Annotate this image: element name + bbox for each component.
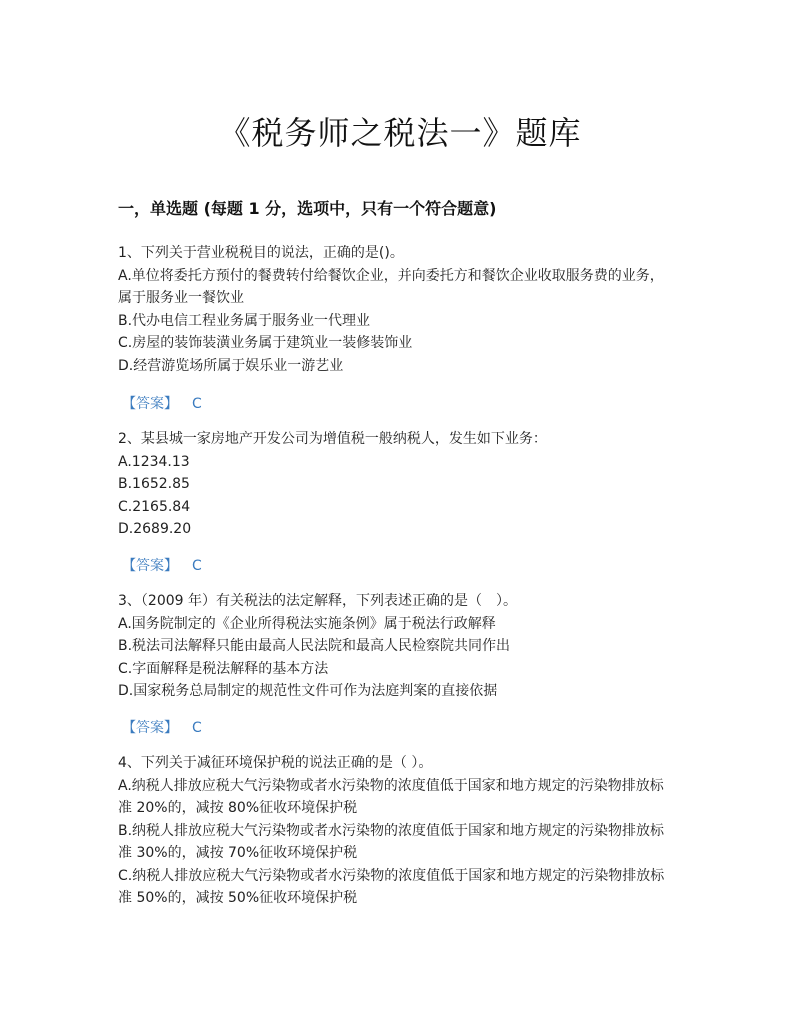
option-b: B.纳税人排放应税大气污染物或者水污染物的浓度值低于国家和地方规定的污染物排放标: [118, 822, 665, 839]
question-stem: 4、下列关于减征环境保护税的说法正确的是（ ）。: [118, 755, 433, 771]
option-b: B.1652.85: [118, 476, 190, 492]
answer-label: 【答案】: [122, 396, 178, 412]
option-a-continued: 属于服务业一餐饮业: [118, 290, 244, 306]
option-a: A.纳税人排放应税大气污染物或者水污染物的浓度值低于国家和地方规定的污染物排放标: [118, 777, 664, 794]
option-b: B.代办电信工程业务属于服务业一代理业: [118, 312, 371, 329]
option-d: D.国家税务总局制定的规范性文件可作为法庭判案的直接依据: [118, 683, 498, 699]
option-a: A.单位将委托方预付的餐费转付给餐饮企业，并向委托方和餐饮企业收取服务费的业务，: [118, 267, 664, 284]
option-a: A.1234.13: [118, 453, 190, 470]
question-stem: 3、（2009 年）有关税法的法定解释，下列表述正确的是（ ）。: [118, 593, 517, 609]
question-stem: 1、下列关于营业税税目的说法，正确的是()。: [118, 245, 404, 261]
option-c: C.房屋的装饰装潢业务属于建筑业一装修装饰业: [118, 335, 413, 351]
answer-2: [122, 555, 202, 575]
option-c: C.字面解释是税法解释的基本方法: [118, 660, 329, 677]
section-heading: 一，单选题 (每题 1 分，选项中，只有一个符合题意): [118, 199, 497, 218]
answer-value: C: [192, 558, 202, 574]
question-3: [118, 590, 688, 703]
document-title: 《税务师之税法一》题库: [218, 114, 582, 152]
option-c: C.纳税人排放应税大气污染物或者水污染物的浓度值低于国家和地方规定的污染物排放标: [118, 867, 665, 884]
question-1: [118, 242, 688, 377]
option-d: D.经营游览场所属于娱乐业一游艺业: [118, 357, 344, 374]
question-2: [118, 428, 688, 541]
option-a-continued: 准 20%的，减按 80%征收环境保护税: [118, 800, 358, 816]
option-b: B.税法司法解释只能由最高人民法院和最高人民检察院共同作出: [118, 638, 511, 654]
question-4: [118, 752, 688, 910]
option-a: A.国务院制定的《企业所得税法实施条例》属于税法行政解释: [118, 615, 496, 632]
question-stem: 2、某县城一家房地产开发公司为增值税一般纳税人，发生如下业务：: [118, 431, 547, 447]
answer-value: C: [192, 396, 202, 412]
option-d: D.2689.20: [118, 521, 192, 537]
answer-3: [122, 717, 202, 737]
option-c-continued: 准 50%的，减按 50%征收环境保护税: [118, 890, 358, 906]
answer-label: 【答案】: [122, 558, 178, 574]
option-b-continued: 准 30%的，减按 70%征收环境保护税: [118, 845, 358, 861]
answer-1: [122, 393, 202, 413]
answer-value: C: [192, 720, 202, 736]
option-c: C.2165.84: [118, 498, 191, 515]
answer-label: 【答案】: [122, 720, 178, 736]
